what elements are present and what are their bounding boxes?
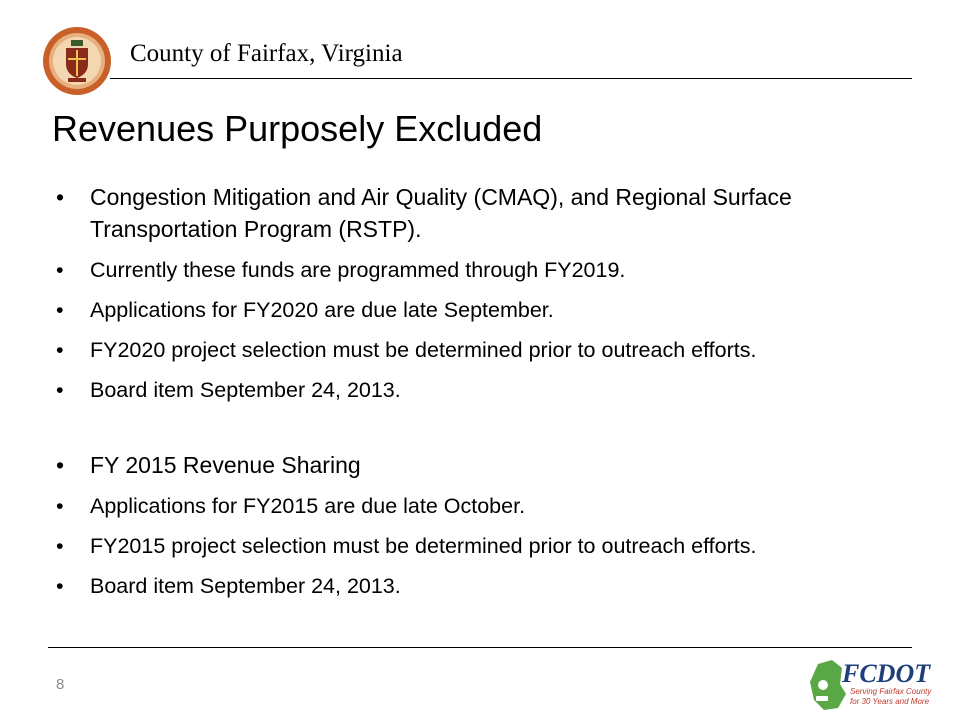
bullet-icon: • (56, 574, 64, 598)
footer-divider (48, 647, 912, 648)
bullet-icon: • (56, 184, 65, 210)
list-item (56, 491, 886, 521)
bullet-list (56, 181, 886, 601)
bullet-text: Applications for FY2020 are due late September. (90, 298, 554, 322)
bullet-icon: • (56, 452, 65, 478)
bullet-icon: • (56, 534, 64, 558)
organization-title: County of Fairfax, Virginia (130, 40, 403, 67)
bullet-text: FY2015 project selection must be determined prior to outreach efforts. (90, 534, 757, 558)
bullet-icon: • (56, 258, 64, 282)
logo-text: FCDOT (842, 659, 931, 688)
bullet-text: FY2020 project selection must be determined prior to outreach efforts. (90, 338, 757, 362)
list-item (56, 255, 886, 285)
bullet-text: Currently these funds are programmed through FY2019. (90, 258, 626, 282)
page-number: 8 (56, 676, 65, 693)
list-item (56, 335, 886, 365)
bullet-text: Board item September 24, 2013. (90, 378, 401, 402)
list-item (56, 449, 886, 481)
county-seal-icon (42, 26, 112, 96)
bullet-text: FY 2015 Revenue Sharing (90, 452, 361, 478)
list-item (56, 375, 886, 405)
slide-title: Revenues Purposely Excluded (52, 108, 543, 149)
bullet-text: Board item September 24, 2013. (90, 574, 401, 598)
bullet-icon: • (56, 298, 64, 322)
bullet-icon: • (56, 494, 64, 518)
logo-tagline-1: Serving Fairfax County (850, 687, 932, 696)
fcdot-logo-icon (806, 652, 936, 716)
logo-tagline-2: for 30 Years and More (850, 697, 930, 706)
bullet-text: Applications for FY2015 are due late October. (90, 494, 526, 518)
header-divider (110, 78, 912, 79)
bullet-icon: • (56, 338, 64, 362)
bullet-icon: • (56, 378, 64, 402)
list-item (56, 531, 886, 561)
list-item (56, 181, 886, 245)
bullet-text: Congestion Mitigation and Air Quality (CMAQ), and Regional Surface Transportation Program (RSTP). (90, 184, 792, 242)
list-item (56, 295, 886, 325)
list-item (56, 571, 886, 601)
